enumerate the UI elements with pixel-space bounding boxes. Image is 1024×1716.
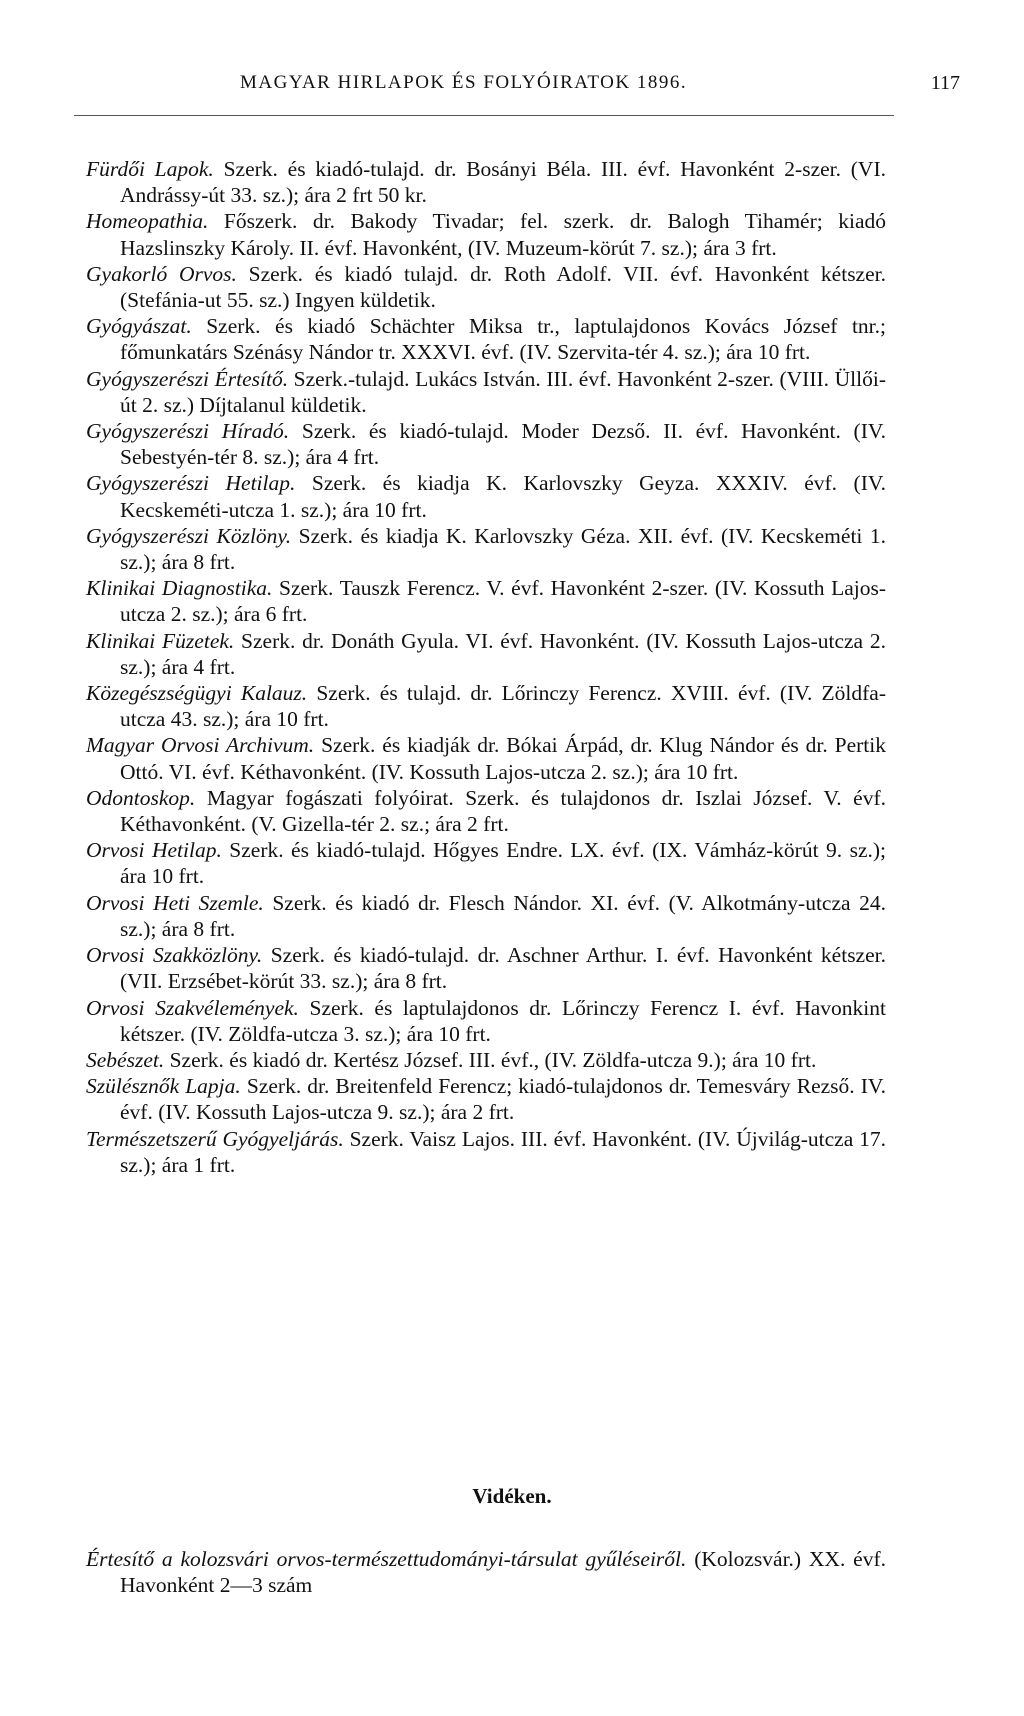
entry-odontoskop	[86, 785, 886, 837]
entry-title: Gyógyszerészi Híradó.	[86, 419, 290, 444]
entry-text: Szerk. és kiadó Schächter Miksa tr., laptulajdonos Kovács József tnr.; főmunkatárs Szénásy Nándor tr. XXXVI. évf. (IV. Szervita-tér 4. sz.); ára 10 frt.	[120, 314, 886, 365]
running-head-title: MAGYAR HIRLAPOK ÉS FOLYÓIRATOK 1896.	[240, 72, 688, 93]
entry-text: Szerk. és kiadó dr. Kertész József. III. évf., (IV. Zöldfa-utcza 9.); ára 10 frt.	[164, 1047, 817, 1072]
entry-homeopathia	[86, 208, 886, 260]
entry-text: Szerk. és kiadja K. Karlovszky Geyza. XXXIV. évf. (IV. Kecskeméti-utcza 1. sz.); ára 10 frt.	[120, 471, 886, 522]
entry-title: Odontoskop.	[86, 785, 196, 810]
entry-title: Sebészet.	[86, 1047, 165, 1072]
entry-title: Orvosi Heti Szemle.	[86, 890, 264, 915]
page-number: 117	[930, 72, 960, 94]
entry-gyogyszereszi-ertesito	[86, 366, 886, 418]
entry-text: Főszerk. dr. Bakody Tivadar; fel. szerk. dr. Balogh Tihamér; kiadó Hazslinszky Károly. II. évf. Havonként, (IV. Muzeum-körút 7. sz.); ára 3 frt.	[120, 209, 886, 260]
entry-text: Szerk. dr. Donáth Gyula. VI. évf. Havonként. (IV. Kossuth Lajos-utcza 2. sz.); ára 4 frt.	[120, 628, 886, 679]
entry-title: Magyar Orvosi Archivum.	[86, 733, 315, 758]
entry-title: Gyógyászat.	[86, 314, 192, 339]
entry-title: Szülésznők Lapja.	[86, 1074, 241, 1099]
entry-title: Klinikai Diagnostika.	[86, 576, 273, 601]
entry-title: Gyógyszerészi Közlöny.	[86, 523, 292, 548]
entry-text: Szerk. és kiadó-tulajd. Moder Dezső. II. évf. Havonként. (IV. Sebestyén-tér 8. sz.); ára 4 frt.	[120, 419, 886, 470]
section-heading-videken: Vidéken.	[472, 1484, 552, 1508]
entry-text: Szerk. és kiadják dr. Bókai Árpád, dr. Klug Nándor és dr. Pertik Ottó. VI. évf. Kéthavonként. (IV. Kossuth Lajos-utcza 2. sz.); ára 10 frt.	[120, 733, 886, 784]
entries-videken	[86, 1546, 886, 1598]
entry-termeszetszeru-gyogyeljaras	[86, 1126, 886, 1178]
entry-text: Magyar fogászati folyóirat. Szerk. és tulajdonos dr. Iszlai József. V. évf. Kéthavonként. (V. Gizella-tér 2. sz.; ára 2 frt.	[120, 785, 886, 837]
entry-kozegeszsegugyi-kalauz	[86, 680, 886, 732]
entry-title: Orvosi Hetilap.	[86, 838, 222, 863]
entry-text: Szerk. Tauszk Ferencz. V. évf. Havonként 2-szer. (IV. Kossuth Lajos-utcza 2. sz.); ára 6 frt.	[120, 576, 886, 627]
entry-furdoi-lapok	[86, 156, 886, 208]
entry-title: Gyakorló Orvos.	[86, 261, 237, 286]
entry-magyar-orvosi-archivum	[86, 732, 886, 784]
entry-gyogyszereszi-hirado	[86, 418, 886, 470]
entry-title: Gyógyszerészi Hetilap.	[86, 471, 296, 496]
entry-text: Szerk. és kiadó tulajd. dr. Roth Adolf. VII. évf. Havonként kétszer. (Stefánia-ut 55. sz.) Ingyen küldetik.	[120, 261, 886, 313]
entry-gyogyszereszi-kozlony	[86, 523, 886, 575]
entry-title: Természetszerű Gyógyeljárás.	[86, 1126, 344, 1151]
entry-gyogyaszat	[86, 313, 886, 365]
entry-klinikai-fuzetek	[86, 628, 886, 680]
entry-title: Orvosi Szakvélemények.	[86, 995, 299, 1020]
entry-sebeszet	[86, 1047, 886, 1073]
entry-szulesznok-lapja	[86, 1073, 886, 1125]
entry-orvosi-hetilap	[86, 837, 886, 889]
entry-title: Gyógyszerészi Értesítő.	[86, 366, 289, 391]
entry-list	[86, 156, 886, 1178]
entry-text: Szerk. és kiadja K. Karlovszky Géza. XII. évf. (IV. Kecskeméti 1. sz.); ára 8 frt.	[120, 523, 887, 575]
entry-text: Szerk.-tulajd. Lukács István. III. évf. Havonként 2-szer. (VIII. Üllői-út 2. sz.) Díjtalanul küldetik.	[120, 366, 887, 417]
entry-text: Szerk. és kiadó-tulajd. dr. Bosányi Béla. III. évf. Havonként 2-szer. (VI. Andrássy-út 33. sz.); ára 2 frt 50 kr.	[120, 157, 886, 208]
entry-text: (Kolozsvár.) XX. évf. Havonként 2—3 szám	[120, 1547, 886, 1598]
entry-gyogyszereszi-hetilap	[86, 470, 886, 522]
entry-text: Szerk. Vaisz Lajos. III. évf. Havonként. (IV. Újvilág-utcza 17. sz.); ára 1 frt.	[120, 1126, 886, 1177]
entry-title: Közegészségügyi Kalauz.	[86, 681, 308, 706]
entry-text: Szerk. és tulajd. dr. Lőrinczy Ferencz. XVIII. évf. (IV. Zöldfa-utcza 43. sz.); ára 10 frt.	[120, 681, 887, 732]
entry-orvosi-szakkozlony	[86, 942, 886, 994]
entry-text: Szerk. dr. Breitenfeld Ferencz; kiadó-tulajdonos dr. Temesváry Rezső. IV. évf. (IV. Kossuth Lajos-utcza 9. sz.); ára 2 frt.	[120, 1074, 887, 1125]
entry-orvosi-szakvelemenyek	[86, 995, 886, 1047]
entry-text: Szerk. és laptulajdonos dr. Lőrinczy Ferencz I. évf. Havonkint kétszer. (IV. Zöldfa-utcza 3. sz.); ára 10 frt.	[120, 995, 886, 1046]
running-head	[80, 72, 960, 108]
entry-orvosi-heti-szemle	[86, 890, 886, 942]
entry-klinikai-diagnostika	[86, 575, 886, 627]
entry-title: Homeopathia.	[86, 209, 209, 234]
header-rule	[74, 115, 894, 116]
entry-text: Szerk. és kiadó dr. Flesch Nándor. XI. évf. (V. Alkotmány-utcza 24. sz.); ára 8 frt.	[120, 890, 886, 941]
entry-title: Fürdői Lapok.	[86, 157, 214, 181]
entry-title: Értesítő a kolozsvári orvos-természettudományi-társulat gyűléseiről.	[86, 1547, 687, 1571]
entry-title: Klinikai Füzetek.	[86, 628, 235, 653]
entry-gyakorlo-orvos	[86, 261, 886, 313]
entry-title: Orvosi Szakközlöny.	[86, 943, 263, 968]
entry-text: Szerk. és kiadó-tulajd. dr. Aschner Arthur. I. évf. Havonként kétszer. (VII. Erzsébet-körút 33. sz.); ára 8 frt.	[120, 943, 886, 994]
entry-text: Szerk. és kiadó-tulajd. Hőgyes Endre. LX. évf. (IX. Vámház-körút 9. sz.); ára 10 frt.	[120, 838, 886, 889]
entry-kolozsvari-ertesito	[86, 1546, 886, 1598]
